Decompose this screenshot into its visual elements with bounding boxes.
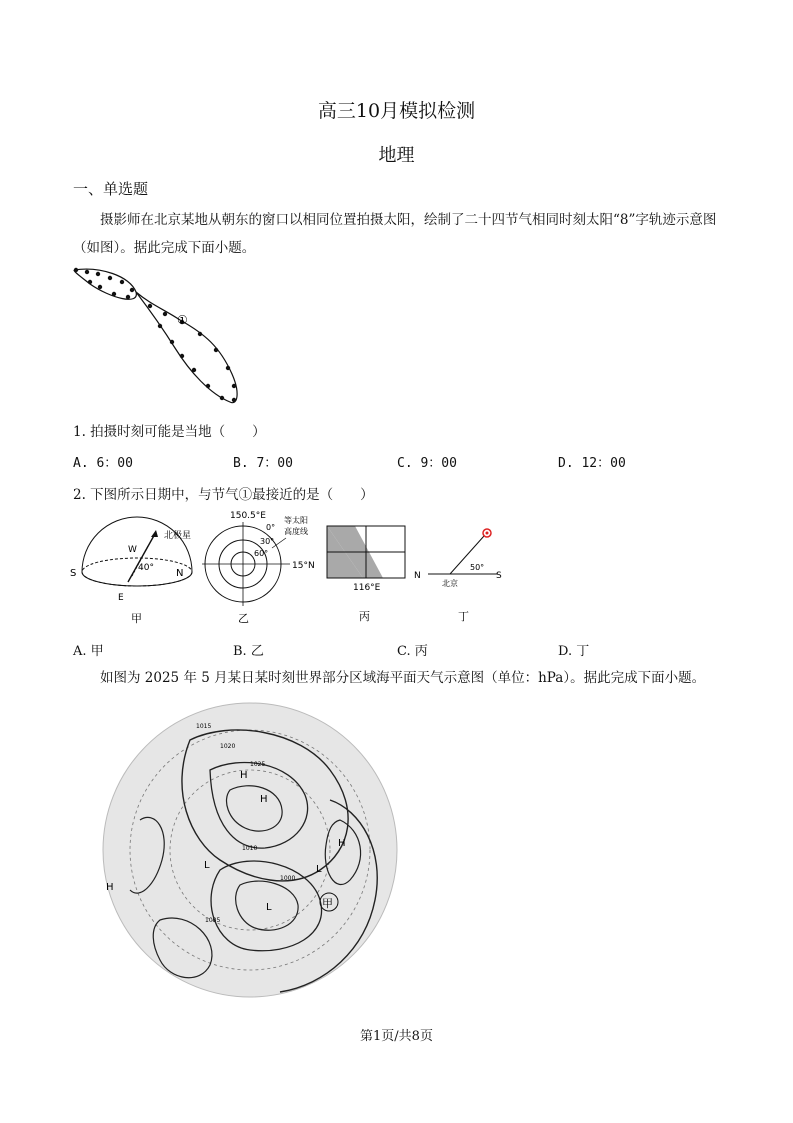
bing-caption: 丙 (359, 610, 370, 623)
yi-a0: 0° (266, 523, 276, 532)
map-l3: L (316, 864, 322, 875)
jia-caption: 甲 (131, 612, 142, 625)
yi-label2: 高度线 (284, 527, 308, 536)
q1-option-a[interactable]: A. 6：00 (73, 456, 133, 471)
analemma-curve (74, 269, 237, 403)
figure-yi (200, 508, 325, 628)
passage-1: 摄影师在北京某地从朝东的窗口以相同位置拍摄太阳，绘制了二十四节气相同时刻太阳“8”字轨迹示意图（如图）。据此完成下面小题。 (73, 212, 717, 256)
yi-lat: 15°N (292, 561, 315, 571)
ding-angle: 50° (470, 563, 485, 572)
q1-option-b[interactable]: B. 7：00 (233, 456, 293, 471)
map-h1: H (240, 770, 248, 781)
map-isobar-2: 1020 (220, 743, 236, 750)
question-1-stem: 1. 拍摄时刻可能是当地（ ） (73, 424, 266, 440)
figure-jia (68, 510, 203, 628)
jia-e: E (118, 593, 124, 603)
map-h2: H (260, 794, 268, 805)
map-l1: L (204, 860, 210, 871)
ding-city: 北京 (442, 579, 458, 588)
analemma-figure (70, 262, 250, 414)
jia-angle: 40° (138, 563, 154, 573)
page-number: 第1页/共8页 (360, 1029, 433, 1044)
map-l2: L (266, 902, 272, 913)
figure-ding (410, 522, 510, 628)
map-isobar-3: 1025 (250, 761, 266, 768)
subject-title: 地理 (378, 145, 415, 166)
yi-lon: 150.5°E (230, 511, 266, 521)
weather-map (100, 700, 400, 1000)
map-isobar-4: 1010 (242, 845, 258, 852)
map-isobar-6: 1000 (280, 875, 296, 882)
ding-caption: 丁 (458, 610, 469, 623)
q2-option-d[interactable]: D. 丁 (558, 644, 590, 659)
analemma-dots (74, 268, 236, 402)
question-2-stem: 2. 下图所示日期中，与节气①最接近的是（ ） (73, 487, 374, 503)
q2-option-c[interactable]: C. 丙 (397, 644, 428, 659)
map-jia: 甲 (322, 897, 333, 910)
map-isobar-5: 1005 (205, 917, 221, 924)
q2-option-a[interactable]: A. 甲 (73, 644, 104, 659)
map-h3: H (338, 838, 346, 849)
jia-n: N (176, 568, 184, 579)
q1-option-c[interactable]: C. 9：00 (397, 456, 457, 471)
yi-a60: 60° (254, 549, 269, 558)
jia-s: S (70, 568, 77, 579)
yi-a30: 30° (260, 537, 275, 546)
yi-label1: 等太阳 (284, 516, 308, 525)
map-isobar-1: 1015 (196, 723, 212, 730)
q2-option-b[interactable]: B. 乙 (233, 644, 264, 659)
page-title: 高三10月模拟检测 (317, 100, 476, 122)
bing-lon: 116°E (353, 583, 381, 593)
passage-2: 如图为 2025 年 5 月某日某时刻世界部分区域海平面天气示意图（单位：hPa）。据此完成下面小题。 (100, 670, 706, 686)
map-h4: H (106, 882, 114, 893)
figure-bing (325, 522, 415, 628)
q1-option-d[interactable]: D. 12：00 (558, 456, 626, 471)
jia-polaris: 北极星 (164, 531, 192, 541)
jia-w: W (128, 545, 137, 555)
ding-n: N (414, 571, 421, 581)
analemma-marker: ① (177, 313, 188, 327)
section-heading: 一、单选题 (73, 180, 149, 198)
ding-s: S (496, 571, 502, 581)
yi-caption: 乙 (238, 612, 249, 625)
